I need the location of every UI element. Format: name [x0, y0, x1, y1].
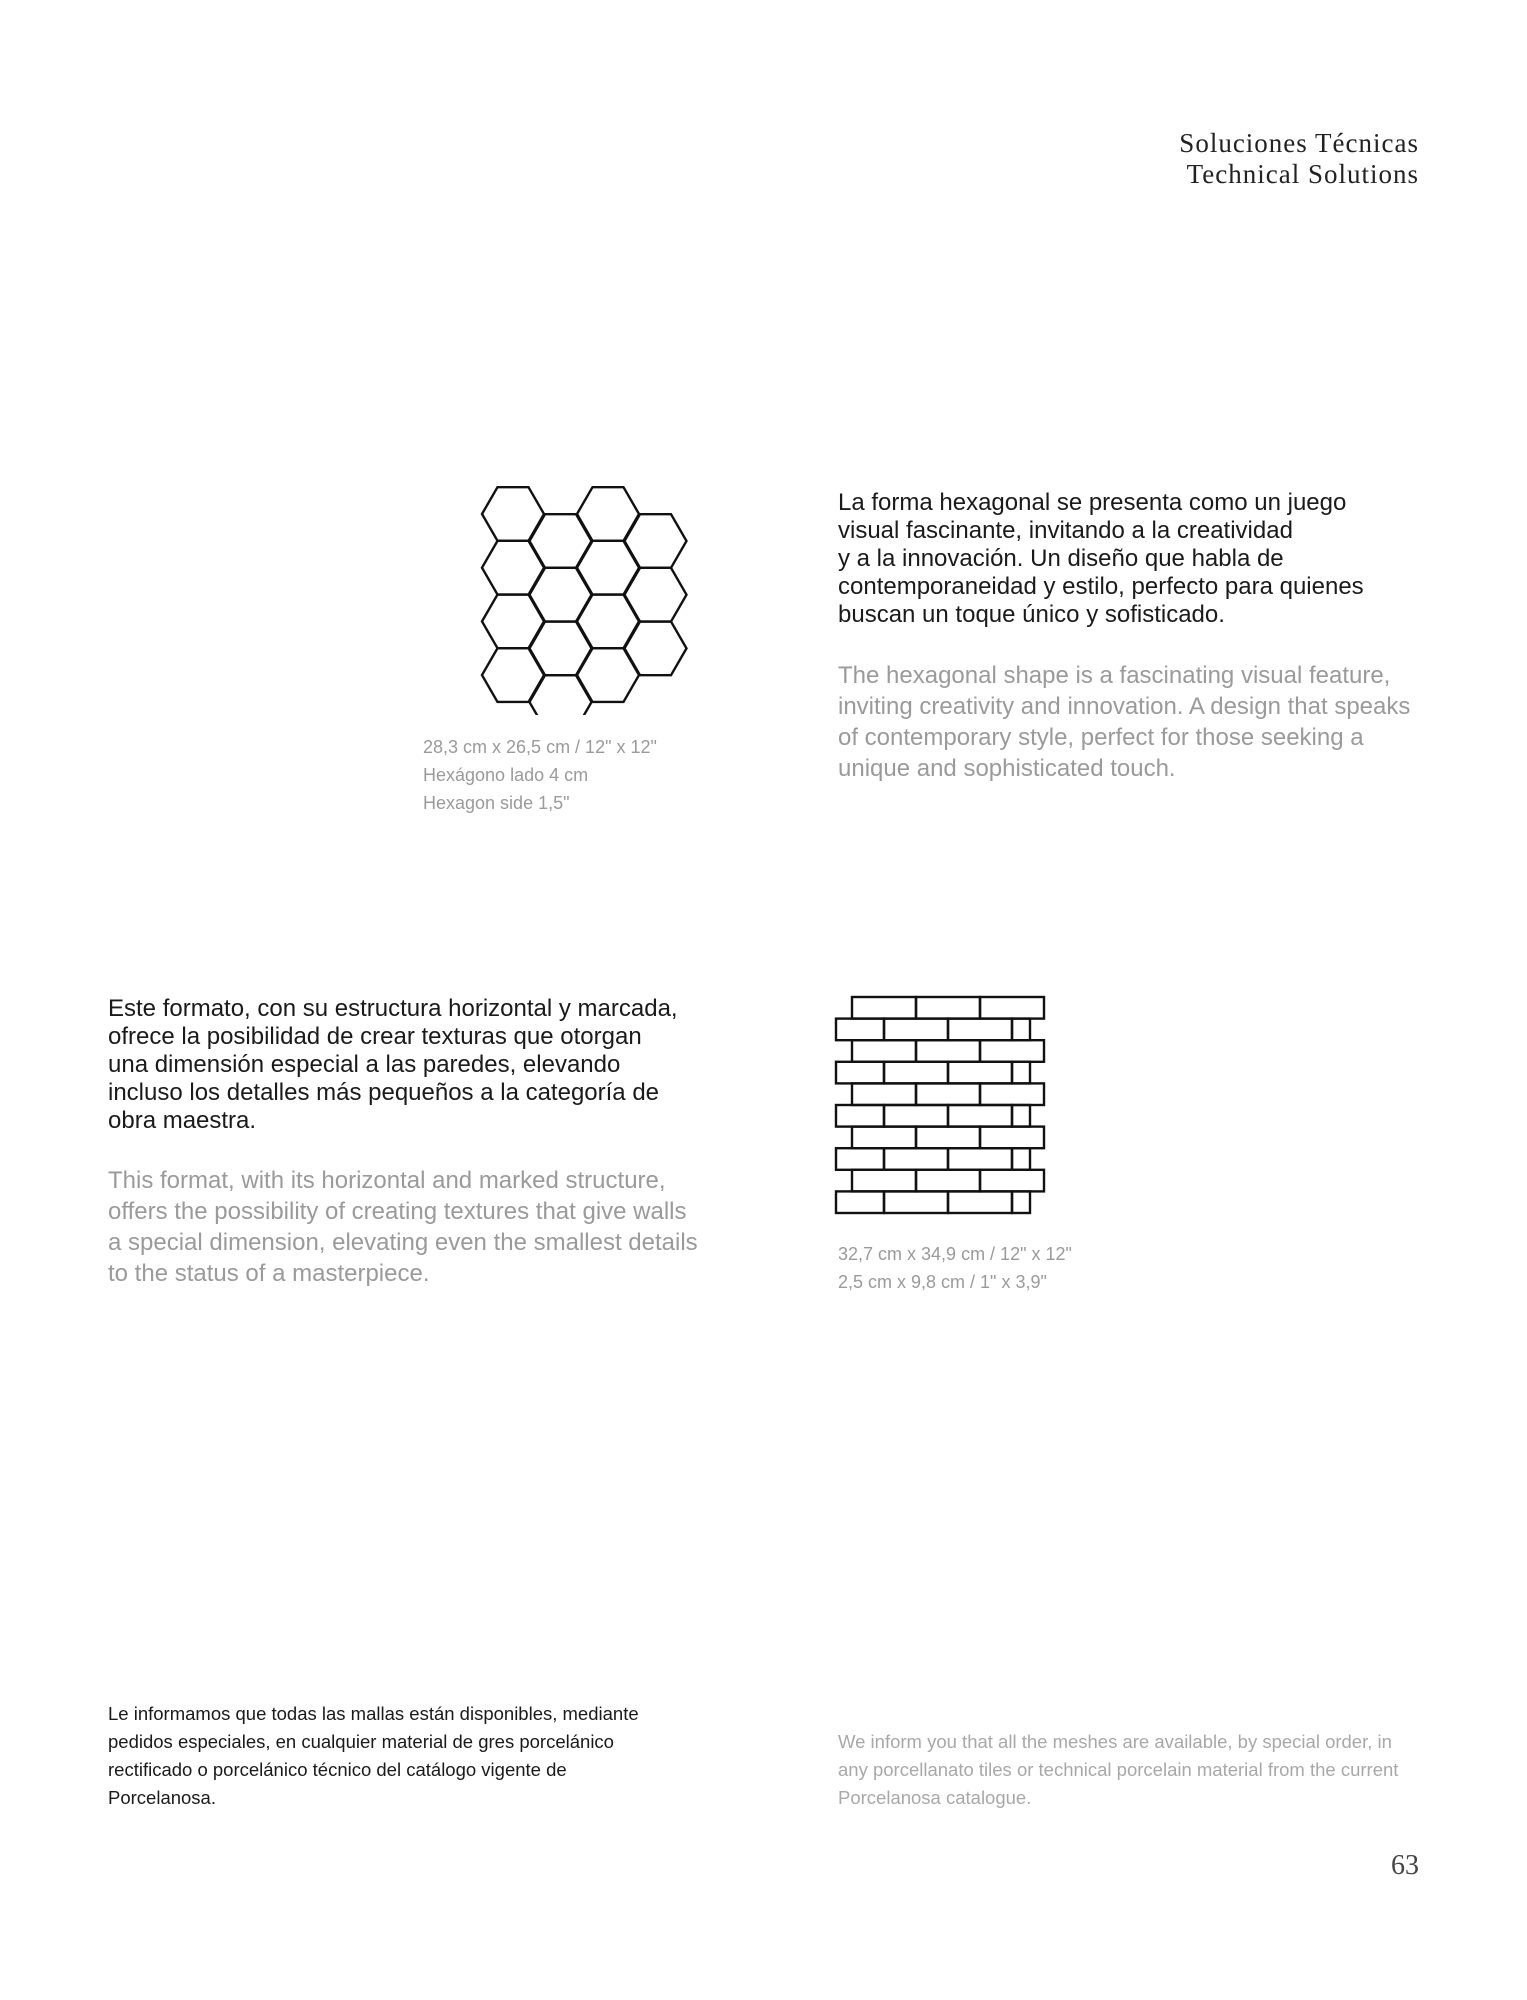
brick-tile: [980, 1040, 1044, 1062]
paragraph-line: buscan un toque único y sofisticado.: [838, 601, 1225, 628]
brick-tile: [1012, 1062, 1030, 1084]
brick-tile: [852, 1083, 916, 1105]
note-line: rectificado o porcelánico técnico del catálogo vigente de: [108, 1759, 567, 1780]
brick-tile: [836, 1019, 884, 1041]
brick-tile: [980, 1083, 1044, 1105]
brick-tile: [884, 1019, 948, 1041]
header-title-en: Technical Solutions: [1186, 159, 1419, 189]
brick-tile: [980, 997, 1044, 1019]
header-title-es: Soluciones Técnicas: [1179, 128, 1419, 158]
brick-tile: [948, 1062, 1012, 1084]
brick-tile: [980, 1170, 1044, 1192]
spec-line: Hexagon side 1,5": [423, 793, 570, 813]
brick-tile: [916, 997, 980, 1019]
note-line: pedidos especiales, en cualquier material de gres porcelánico: [108, 1731, 614, 1752]
paragraph-line: La forma hexagonal se presenta como un juego: [838, 489, 1347, 516]
brick-tile: [852, 997, 916, 1019]
footer-note-en: [838, 1728, 1398, 1812]
hexagon-mosaic-icon: [480, 485, 695, 715]
brick-tile: [1012, 1019, 1030, 1041]
brick-tile: [836, 1148, 884, 1170]
brick-tile: [1012, 1105, 1030, 1127]
paragraph-line: a special dimension, elevating even the smallest details: [108, 1229, 698, 1256]
hexagon-specs: [423, 733, 657, 817]
brick-tile: [948, 1148, 1012, 1170]
brick-tile: [948, 1105, 1012, 1127]
brick-tile: [916, 1040, 980, 1062]
brick-tile: [916, 1170, 980, 1192]
spec-line: 28,3 cm x 26,5 cm / 12" x 12": [423, 737, 657, 757]
paragraph-line: offers the possibility of creating textures that give walls: [108, 1198, 687, 1225]
page-header: [1179, 128, 1419, 190]
spec-line: Hexágono lado 4 cm: [423, 765, 589, 785]
brick-tile: [1012, 1148, 1030, 1170]
brick-description-en: [108, 1165, 698, 1289]
paragraph-line: The hexagonal shape is a fascinating visual feature,: [838, 662, 1391, 689]
paragraph-line: ofrece la posibilidad de crear texturas que otorgan: [108, 1023, 642, 1050]
paragraph-line: Este formato, con su estructura horizontal y marcada,: [108, 995, 678, 1022]
paragraph-line: inviting creativity and innovation. A design that speaks: [838, 693, 1411, 720]
paragraph-line: y a la innovación. Un diseño que habla de: [838, 545, 1284, 572]
paragraph-line: incluso los detalles más pequeños a la categoría de: [108, 1079, 660, 1106]
brick-tile: [980, 1127, 1044, 1149]
note-line: any porcellanato tiles or technical porcelain material from the current: [838, 1759, 1399, 1780]
paragraph-line: obra maestra.: [108, 1107, 257, 1134]
brick-specs: [838, 1240, 1072, 1296]
spec-line: 32,7 cm x 34,9 cm / 12" x 12": [838, 1244, 1072, 1264]
brick-tile: [948, 1191, 1012, 1213]
hexagon-description-es: [838, 489, 1364, 629]
hexagon-description-en: [838, 660, 1410, 784]
brick-tile: [852, 1170, 916, 1192]
footer-note-es: [108, 1700, 639, 1812]
brick-tile: [948, 1019, 1012, 1041]
brick-tile: [1012, 1191, 1030, 1213]
brick-tile: [884, 1191, 948, 1213]
paragraph-line: of contemporary style, perfect for those seeking a: [838, 724, 1364, 751]
hexagon-tile: [530, 675, 592, 715]
note-line: We inform you that all the meshes are available, by special order, in: [838, 1731, 1392, 1752]
brick-tile: [852, 1040, 916, 1062]
paragraph-line: unique and sophisticated touch.: [838, 755, 1176, 782]
paragraph-line: una dimensión especial a las paredes, elevando: [108, 1051, 621, 1078]
note-line: Porcelanosa catalogue.: [838, 1787, 1032, 1808]
paragraph-line: to the status of a masterpiece.: [108, 1260, 430, 1287]
paragraph-line: contemporaneidad y estilo, perfecto para quienes: [838, 573, 1364, 600]
note-line: Porcelanosa.: [108, 1787, 216, 1808]
brick-tile: [884, 1148, 948, 1170]
brick-tile: [884, 1062, 948, 1084]
brick-tile: [836, 1062, 884, 1084]
note-line: Le informamos que todas las mallas están disponibles, mediante: [108, 1703, 639, 1724]
brick-tile: [836, 1105, 884, 1127]
brick-tile: [836, 1191, 884, 1213]
brick-tile: [916, 1083, 980, 1105]
brick-mosaic-icon: [834, 995, 1060, 1221]
brick-tile: [916, 1127, 980, 1149]
brick-tile: [884, 1105, 948, 1127]
paragraph-line: This format, with its horizontal and marked structure,: [108, 1167, 666, 1194]
paragraph-line: visual fascinante, invitando a la creatividad: [838, 517, 1293, 544]
brick-tile: [852, 1127, 916, 1149]
page-number: 63: [1391, 1850, 1419, 1881]
spec-line: 2,5 cm x 9,8 cm / 1" x 3,9": [838, 1272, 1047, 1292]
brick-description-es: [108, 995, 678, 1135]
